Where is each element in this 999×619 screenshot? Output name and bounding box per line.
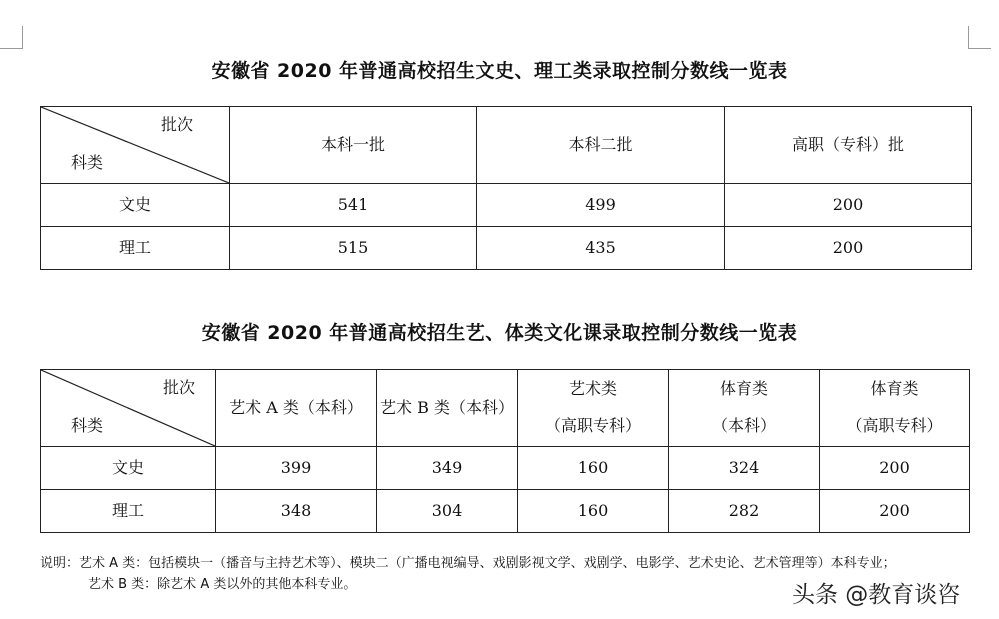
score-cell: 515 [230, 227, 477, 270]
score-cell: 541 [230, 184, 477, 227]
row-label: 理工 [41, 227, 230, 270]
table2 [40, 369, 970, 533]
notes [40, 553, 896, 595]
table2-header-cell [377, 370, 518, 447]
score-cell: 349 [377, 447, 518, 490]
score-cell: 324 [669, 447, 820, 490]
score-cell: 200 [725, 227, 972, 270]
crop-mark-top-right [968, 26, 991, 49]
header-line: 体育类 [870, 379, 919, 399]
table2-header-cell [669, 370, 820, 447]
header-line: 艺术 A 类（本科） [229, 398, 363, 417]
note-line-1: 说明：艺术 A 类：包括模块一（播音与主持艺术等）、模块二（广播电视编导、戏剧影视文学、戏剧学、电影学、艺术史论、艺术管理等）本科专业； [40, 556, 896, 571]
header-line: 体育类 [719, 379, 768, 399]
table1-title: 安徽省 2020 年普通高校招生文史、理工类录取控制分数线一览表 [211, 60, 788, 82]
score-cell: 200 [725, 184, 972, 227]
table2-title: 安徽省 2020 年普通高校招生艺、体类文化课录取控制分数线一览表 [201, 322, 798, 344]
table1-header-cell: 本科一批 [230, 107, 477, 184]
header-line: 艺术 B 类（本科） [380, 398, 514, 417]
score-cell: 348 [216, 490, 377, 533]
score-cell: 499 [477, 184, 725, 227]
table-row [41, 184, 972, 227]
table1-corner-category: 科类 [71, 153, 104, 172]
score-cell: 435 [477, 227, 725, 270]
table1-corner-cell [41, 107, 230, 184]
table-row [41, 227, 972, 270]
header-line: （本科） [711, 416, 776, 435]
table-row [41, 447, 970, 490]
table1-header-cell: 高职（专科）批 [725, 107, 972, 184]
header-line: （高职专科） [846, 416, 943, 435]
score-cell: 200 [820, 490, 970, 533]
row-label: 理工 [41, 490, 216, 533]
score-cell: 399 [216, 447, 377, 490]
row-label: 文史 [41, 447, 216, 490]
table1-corner-batch: 批次 [160, 115, 193, 134]
score-cell: 282 [669, 490, 820, 533]
table2-header-cell [216, 370, 377, 447]
score-cell: 160 [518, 490, 669, 533]
table2-header-cell [820, 370, 970, 447]
table2-corner-cell [41, 370, 216, 447]
watermark: 头条 @教育谈咨 [792, 582, 961, 608]
crop-mark-top-left [0, 26, 23, 49]
table2-header-cell [518, 370, 669, 447]
note-line-2: 艺术 B 类：除艺术 A 类以外的其他本科专业。 [88, 577, 357, 592]
table1-header-cell: 本科二批 [477, 107, 725, 184]
score-cell: 200 [820, 447, 970, 490]
table2-corner-batch: 批次 [162, 378, 195, 397]
score-cell: 304 [377, 490, 518, 533]
header-line: 艺术类 [568, 379, 617, 399]
score-cell: 160 [518, 447, 669, 490]
row-label: 文史 [41, 184, 230, 227]
table1 [40, 106, 972, 270]
table2-corner-category: 科类 [71, 416, 104, 435]
header-line: （高职专科） [544, 416, 641, 435]
table-row [41, 490, 970, 533]
